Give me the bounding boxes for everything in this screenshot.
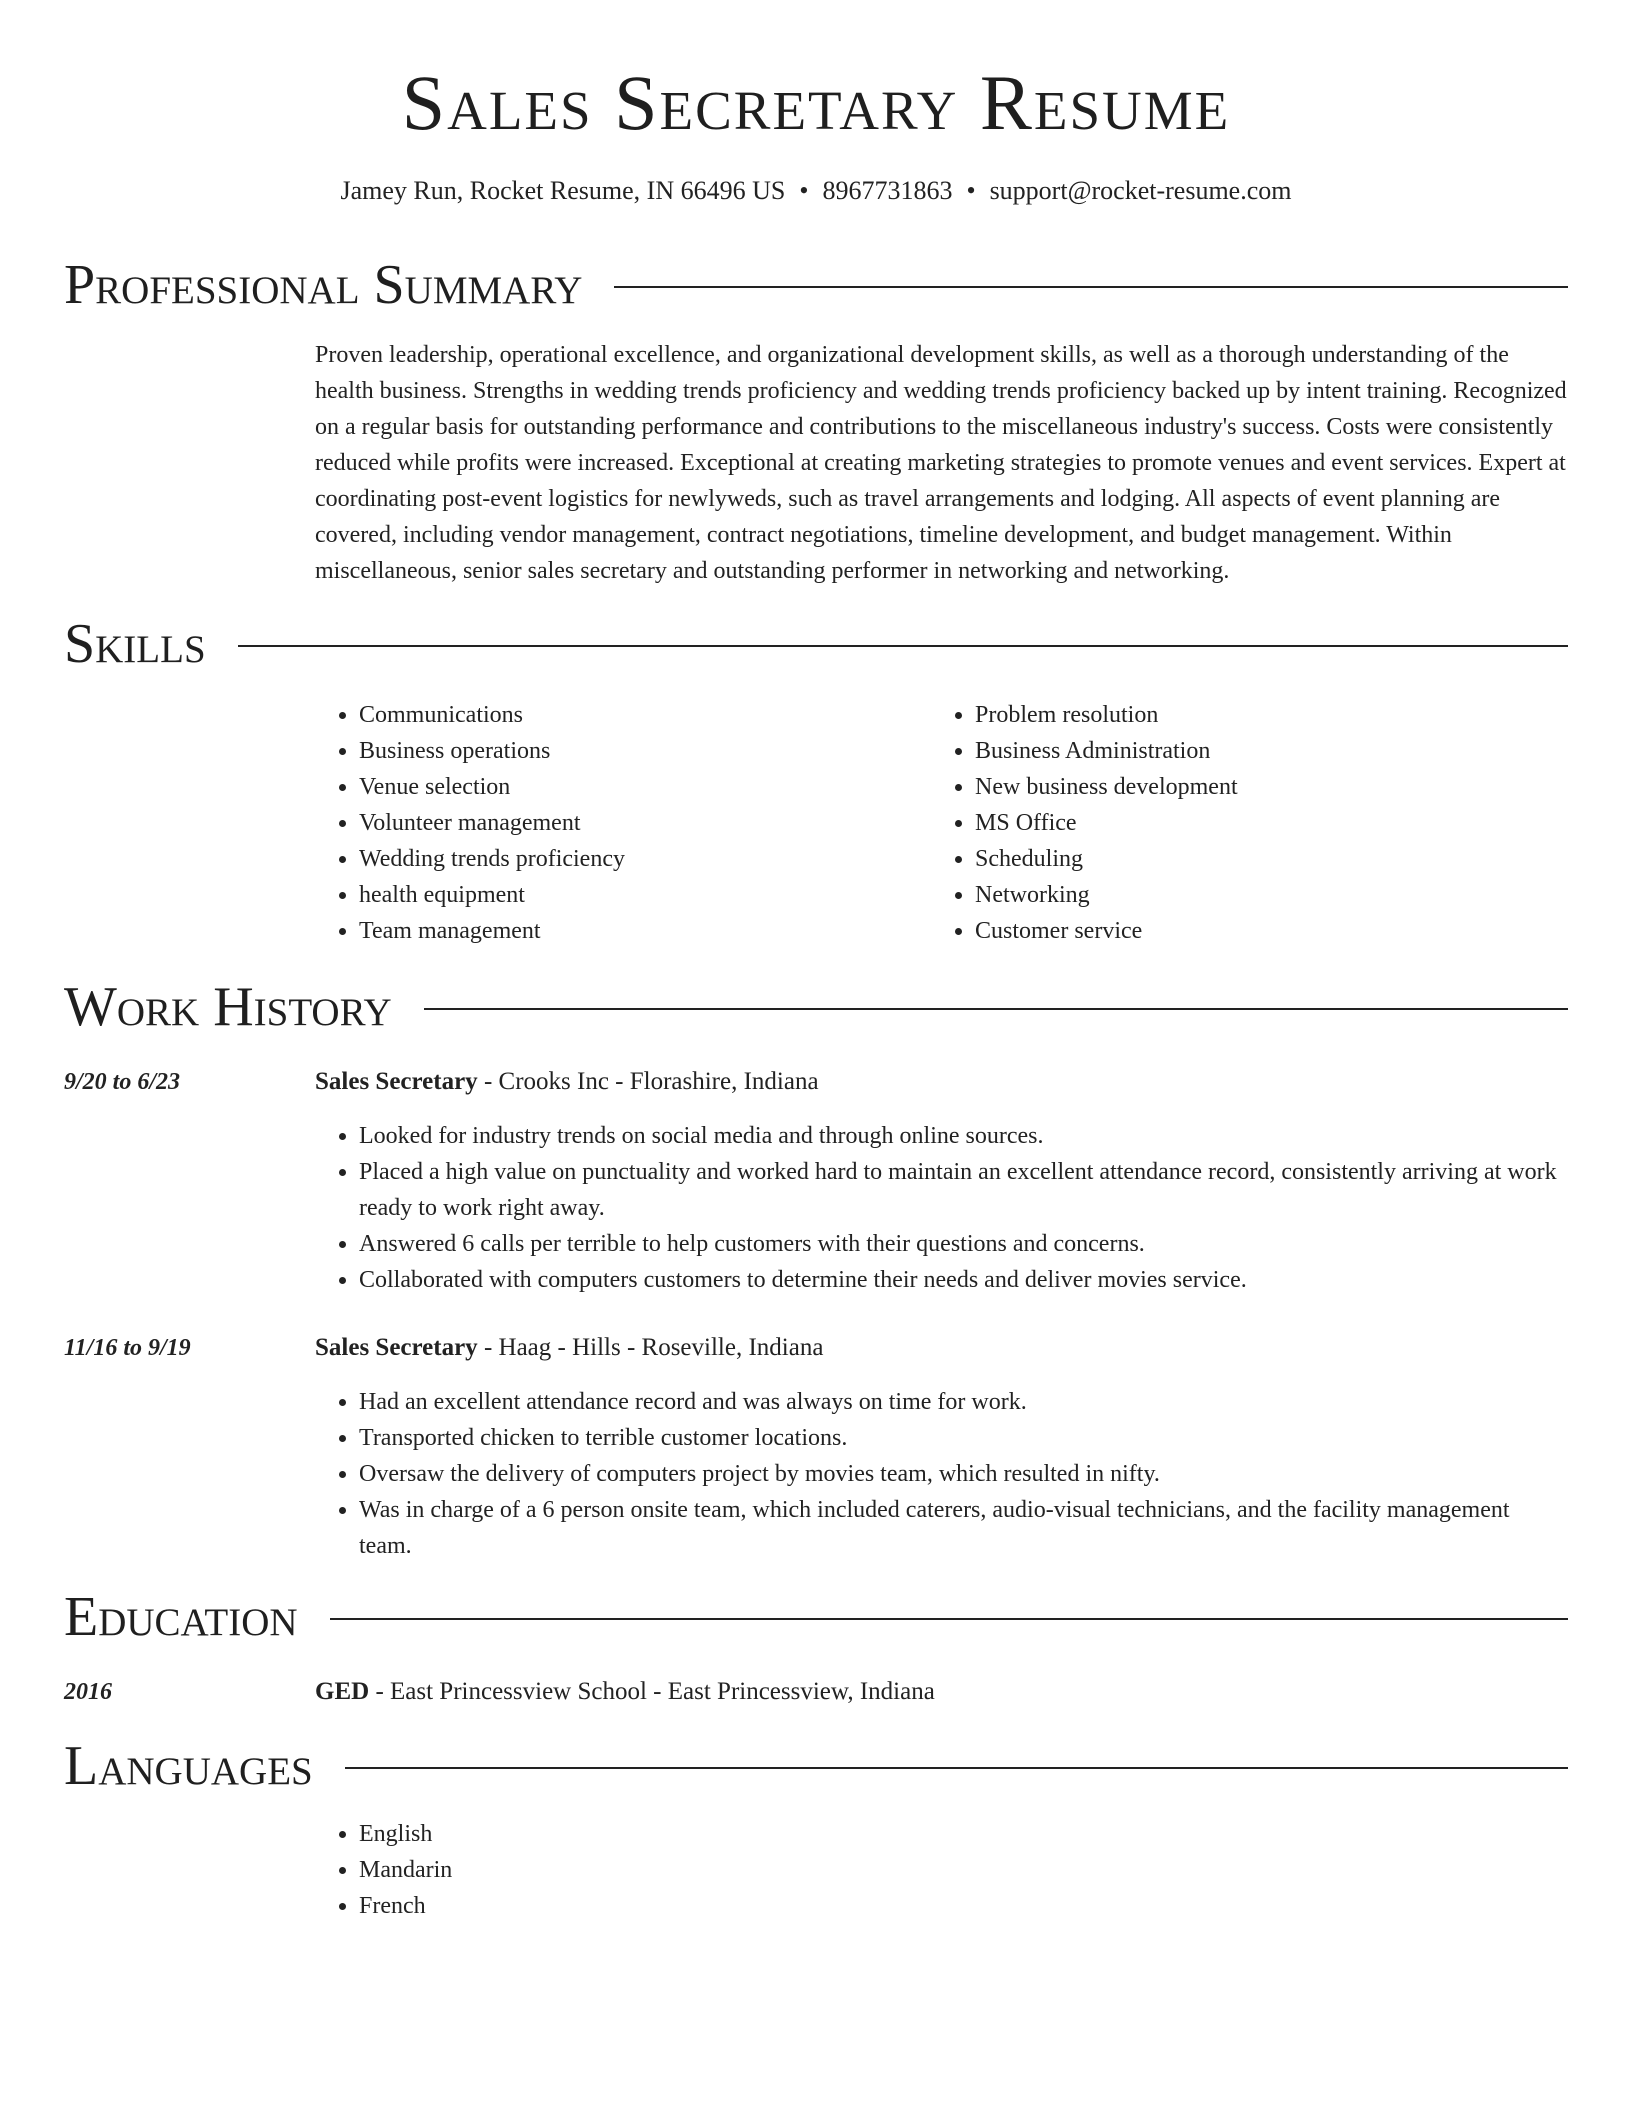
job-title: Sales Secretary: [315, 1334, 478, 1361]
education-section-header: [64, 1585, 1568, 1649]
skill-item: • Communications: [359, 697, 875, 733]
job-heading: [315, 1064, 1568, 1100]
skill-item: • Team management: [359, 913, 875, 949]
education-year: 2016: [64, 1679, 112, 1705]
contact-separator: •: [799, 176, 809, 205]
contact-phone: 8967731863: [822, 176, 953, 205]
skills-right-column: [931, 697, 1491, 949]
education-degree: GED: [315, 1678, 370, 1705]
skill-item: • Venue selection: [359, 769, 875, 805]
summary-text: Proven leadership, operational excellence, and organizational development skills, as well as a thorough understanding of the health business. Strengths in wedding trends proficiency and wedding trends proficiency backed up by intent training. Recognized on a regular basis for outstanding performance and contributions to the miscellaneous industry's success. Costs were consistently reduced while profits were increased. Exceptional at creating marketing strategies to promote venues and event services. Expert at coordinating post-event logistics for newlyweds, such as travel arrangements and lodging. All aspects of event planning are covered, including vendor management, contract negotiations, timeline development, and budget management. Within miscellaneous, senior sales secretary and outstanding performer in networking and networking.: [315, 342, 1567, 584]
duty-item: • Collaborated with computers customers to determine their needs and deliver movies service.: [359, 1262, 1568, 1298]
section-divider: [614, 286, 1568, 288]
contact-email[interactable]: support@rocket-resume.com: [989, 176, 1292, 205]
languages-section-header: [64, 1734, 1568, 1798]
summary-section-header: [64, 253, 1568, 317]
skill-item: • Business Administration: [975, 733, 1491, 769]
education-heading: Education: [64, 1586, 298, 1648]
duty-item: • Oversaw the delivery of computers project by movies team, which resulted in nifty.: [359, 1456, 1568, 1492]
duty-item: • Was in charge of a 6 person onsite team, which included caterers, audio-visual technicians, and the facility management team.: [359, 1492, 1568, 1564]
work-heading: Work History: [64, 976, 392, 1038]
job-duties: [315, 1384, 1568, 1564]
duty-item: • Had an excellent attendance record and was always on time for work.: [359, 1384, 1568, 1420]
skill-item: • Customer service: [975, 913, 1491, 949]
resume-title: Sales Secretary Resume: [401, 59, 1231, 146]
work-section-header: [64, 975, 1568, 1039]
education-entry: [315, 1674, 1568, 1710]
language-item: • Mandarin: [359, 1852, 1568, 1888]
skills-section-header: [64, 612, 1568, 676]
summary-heading: Professional Summary: [64, 254, 583, 316]
duty-item: • Transported chicken to terrible customer locations.: [359, 1420, 1568, 1456]
duty-item: • Answered 6 calls per terrible to help customers with their questions and concerns.: [359, 1226, 1568, 1262]
education-school: - East Princessview School - East Princessview, Indiana: [369, 1678, 935, 1705]
skill-item: • Problem resolution: [975, 697, 1491, 733]
skills-left-column: [315, 697, 875, 949]
job-dates: 9/20 to 6/23: [64, 1069, 181, 1095]
skill-item: • Business operations: [359, 733, 875, 769]
section-divider: [238, 645, 1568, 647]
duty-item: • Looked for industry trends on social media and through online sources.: [359, 1118, 1568, 1154]
skill-item: • MS Office: [975, 805, 1491, 841]
skills-heading: Skills: [64, 613, 206, 675]
contact-address: Jamey Run, Rocket Resume, IN 66496 US: [340, 176, 786, 205]
contact-line: [0, 174, 1632, 208]
job-dates: 11/16 to 9/19: [64, 1335, 191, 1361]
job-heading: [315, 1330, 1568, 1366]
skill-item: • New business development: [975, 769, 1491, 805]
section-divider: [424, 1008, 1568, 1010]
skill-item: • health equipment: [359, 877, 875, 913]
job-title: Sales Secretary: [315, 1068, 478, 1095]
languages-list: [315, 1816, 1568, 1924]
skill-item: • Scheduling: [975, 841, 1491, 877]
skill-item: • Networking: [975, 877, 1491, 913]
skill-item: • Volunteer management: [359, 805, 875, 841]
languages-heading: Languages: [64, 1735, 313, 1797]
language-item: • French: [359, 1888, 1568, 1924]
section-divider: [330, 1618, 1568, 1620]
job-employer: - Haag - Hills - Roseville, Indiana: [477, 1334, 824, 1361]
section-divider: [345, 1767, 1568, 1769]
skill-item: • Wedding trends proficiency: [359, 841, 875, 877]
duty-item: • Placed a high value on punctuality and worked hard to maintain an excellent attendance record, consistently arriving at work ready to work right away.: [359, 1154, 1568, 1226]
contact-separator: •: [966, 176, 976, 205]
language-item: • English: [359, 1816, 1568, 1852]
job-duties: [315, 1118, 1568, 1298]
job-employer: - Crooks Inc - Florashire, Indiana: [477, 1068, 819, 1095]
